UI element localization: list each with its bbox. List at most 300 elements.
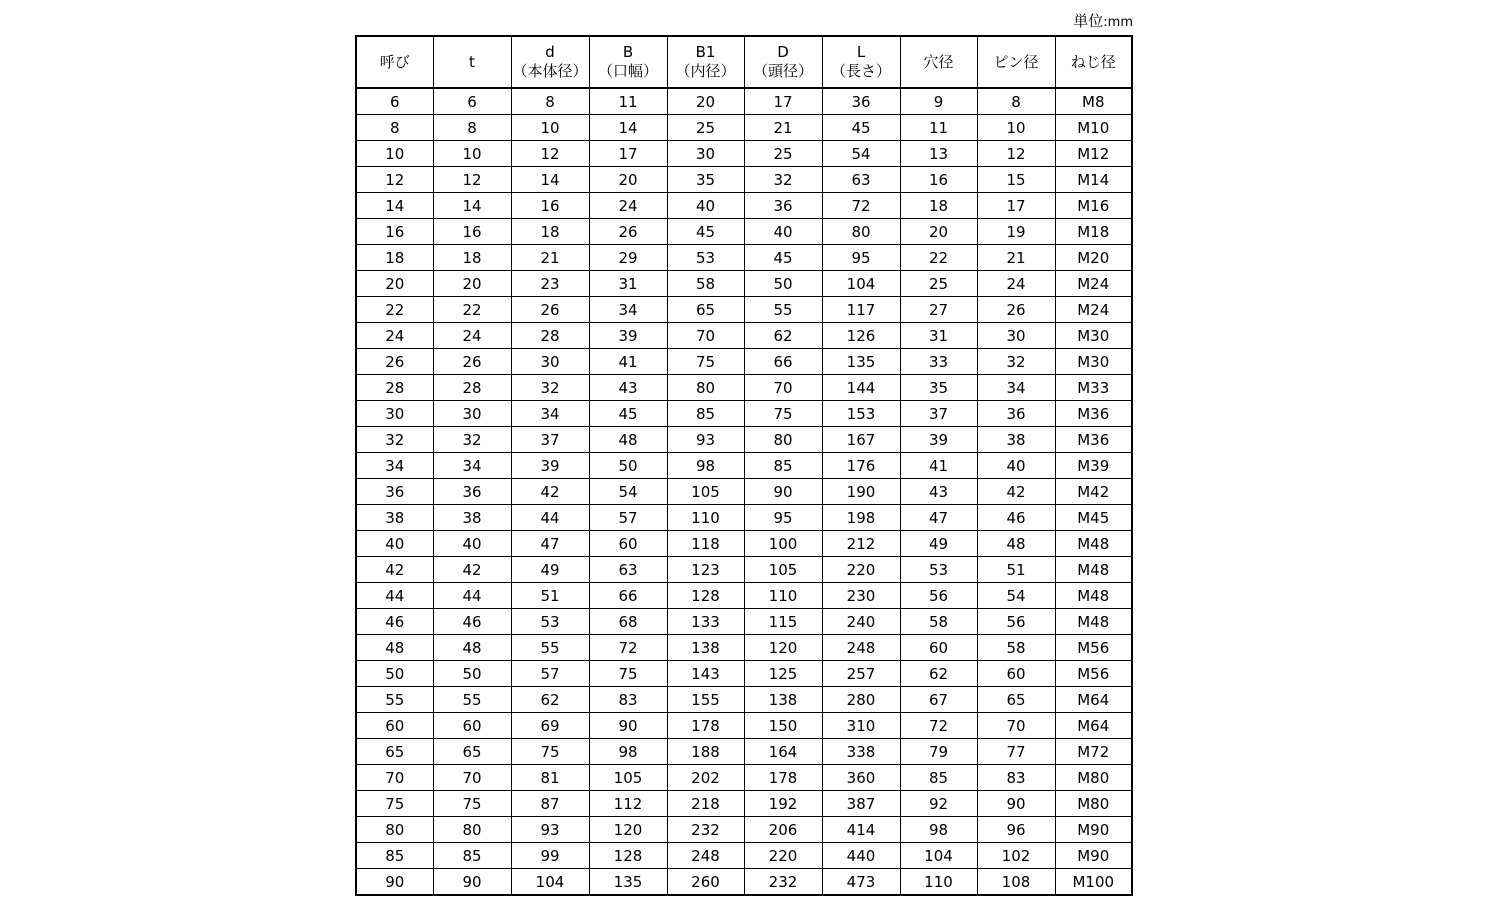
cell-nominal: 22 xyxy=(356,297,433,323)
cell-nominal: 48 xyxy=(356,635,433,661)
cell-nominal: 55 xyxy=(356,687,433,713)
cell-pin-diameter: 65 xyxy=(977,687,1055,713)
table-row xyxy=(356,323,1132,349)
cell-pin-diameter: 70 xyxy=(977,713,1055,739)
cell-b1: 58 xyxy=(667,271,744,297)
cell-nominal: 50 xyxy=(356,661,433,687)
cell-d-head: 17 xyxy=(744,88,822,115)
cell-hole-diameter: 37 xyxy=(900,401,977,427)
cell-pin-diameter: 60 xyxy=(977,661,1055,687)
cell-d: 8 xyxy=(511,88,589,115)
cell-hole-diameter: 104 xyxy=(900,843,977,869)
cell-nominal: 85 xyxy=(356,843,433,869)
cell-nominal: 46 xyxy=(356,609,433,635)
cell-b: 48 xyxy=(589,427,667,453)
cell-d: 32 xyxy=(511,375,589,401)
cell-pin-diameter: 38 xyxy=(977,427,1055,453)
cell-b1: 35 xyxy=(667,167,744,193)
cell-hole-diameter: 18 xyxy=(900,193,977,219)
cell-b: 128 xyxy=(589,843,667,869)
cell-b: 57 xyxy=(589,505,667,531)
cell-hole-diameter: 49 xyxy=(900,531,977,557)
cell-b1: 53 xyxy=(667,245,744,271)
cell-b: 11 xyxy=(589,88,667,115)
cell-d: 57 xyxy=(511,661,589,687)
cell-d: 44 xyxy=(511,505,589,531)
table-row xyxy=(356,88,1132,115)
cell-d: 12 xyxy=(511,141,589,167)
cell-b: 24 xyxy=(589,193,667,219)
cell-b1: 248 xyxy=(667,843,744,869)
cell-d: 81 xyxy=(511,765,589,791)
cell-pin-diameter: 17 xyxy=(977,193,1055,219)
cell-nominal: 70 xyxy=(356,765,433,791)
cell-thread-diameter: M56 xyxy=(1055,661,1132,687)
cell-hole-diameter: 98 xyxy=(900,817,977,843)
cell-d-head: 32 xyxy=(744,167,822,193)
cell-t: 65 xyxy=(433,739,511,765)
cell-l: 212 xyxy=(822,531,900,557)
cell-d: 51 xyxy=(511,583,589,609)
cell-b: 43 xyxy=(589,375,667,401)
header-pin-diameter: ピン径 xyxy=(977,36,1055,88)
cell-d-head: 95 xyxy=(744,505,822,531)
cell-l: 440 xyxy=(822,843,900,869)
cell-b: 68 xyxy=(589,609,667,635)
cell-hole-diameter: 53 xyxy=(900,557,977,583)
cell-thread-diameter: M72 xyxy=(1055,739,1132,765)
cell-l: 220 xyxy=(822,557,900,583)
unit-value: :mm xyxy=(1103,15,1133,30)
cell-t: 28 xyxy=(433,375,511,401)
cell-nominal: 6 xyxy=(356,88,433,115)
cell-l: 153 xyxy=(822,401,900,427)
cell-t: 40 xyxy=(433,531,511,557)
cell-b1: 93 xyxy=(667,427,744,453)
cell-b: 50 xyxy=(589,453,667,479)
cell-b: 29 xyxy=(589,245,667,271)
cell-b1: 218 xyxy=(667,791,744,817)
table-row xyxy=(356,453,1132,479)
cell-pin-diameter: 8 xyxy=(977,88,1055,115)
table-row xyxy=(356,505,1132,531)
cell-d-head: 80 xyxy=(744,427,822,453)
cell-t: 30 xyxy=(433,401,511,427)
cell-l: 36 xyxy=(822,88,900,115)
cell-d: 30 xyxy=(511,349,589,375)
cell-thread-diameter: M64 xyxy=(1055,713,1132,739)
cell-hole-diameter: 92 xyxy=(900,791,977,817)
cell-b1: 178 xyxy=(667,713,744,739)
cell-d-head: 36 xyxy=(744,193,822,219)
cell-pin-diameter: 24 xyxy=(977,271,1055,297)
cell-pin-diameter: 48 xyxy=(977,531,1055,557)
cell-pin-diameter: 26 xyxy=(977,297,1055,323)
cell-hole-diameter: 47 xyxy=(900,505,977,531)
cell-b: 54 xyxy=(589,479,667,505)
cell-thread-diameter: M36 xyxy=(1055,401,1132,427)
cell-b: 45 xyxy=(589,401,667,427)
cell-l: 240 xyxy=(822,609,900,635)
cell-pin-diameter: 36 xyxy=(977,401,1055,427)
cell-hole-diameter: 60 xyxy=(900,635,977,661)
cell-pin-diameter: 54 xyxy=(977,583,1055,609)
cell-d: 75 xyxy=(511,739,589,765)
table-row xyxy=(356,791,1132,817)
cell-d: 14 xyxy=(511,167,589,193)
cell-nominal: 18 xyxy=(356,245,433,271)
cell-thread-diameter: M18 xyxy=(1055,219,1132,245)
cell-b1: 70 xyxy=(667,323,744,349)
cell-t: 34 xyxy=(433,453,511,479)
cell-d: 28 xyxy=(511,323,589,349)
cell-b1: 25 xyxy=(667,115,744,141)
cell-pin-diameter: 15 xyxy=(977,167,1055,193)
header-b: B （口幅） xyxy=(589,36,667,88)
cell-d-head: 25 xyxy=(744,141,822,167)
cell-pin-diameter: 51 xyxy=(977,557,1055,583)
cell-thread-diameter: M20 xyxy=(1055,245,1132,271)
cell-hole-diameter: 35 xyxy=(900,375,977,401)
cell-d-head: 220 xyxy=(744,843,822,869)
cell-d-head: 192 xyxy=(744,791,822,817)
cell-pin-diameter: 58 xyxy=(977,635,1055,661)
cell-hole-diameter: 9 xyxy=(900,88,977,115)
cell-l: 104 xyxy=(822,271,900,297)
cell-hole-diameter: 62 xyxy=(900,661,977,687)
cell-d-head: 110 xyxy=(744,583,822,609)
cell-b1: 155 xyxy=(667,687,744,713)
table-row xyxy=(356,843,1132,869)
cell-b1: 65 xyxy=(667,297,744,323)
cell-hole-diameter: 67 xyxy=(900,687,977,713)
cell-nominal: 34 xyxy=(356,453,433,479)
unit-label-text: 単位 xyxy=(1073,12,1104,30)
cell-d-head: 70 xyxy=(744,375,822,401)
header-d-head: D （頭径） xyxy=(744,36,822,88)
table-row xyxy=(356,609,1132,635)
cell-nominal: 65 xyxy=(356,739,433,765)
cell-nominal: 16 xyxy=(356,219,433,245)
cell-d-head: 125 xyxy=(744,661,822,687)
cell-d-head: 85 xyxy=(744,453,822,479)
table-row xyxy=(356,817,1132,843)
cell-d: 53 xyxy=(511,609,589,635)
cell-d: 42 xyxy=(511,479,589,505)
cell-b1: 98 xyxy=(667,453,744,479)
cell-d-head: 115 xyxy=(744,609,822,635)
cell-l: 257 xyxy=(822,661,900,687)
header-b1: B1 （内径） xyxy=(667,36,744,88)
cell-hole-diameter: 33 xyxy=(900,349,977,375)
cell-t: 85 xyxy=(433,843,511,869)
cell-t: 48 xyxy=(433,635,511,661)
cell-thread-diameter: M24 xyxy=(1055,297,1132,323)
cell-l: 80 xyxy=(822,219,900,245)
table-row xyxy=(356,193,1132,219)
cell-nominal: 12 xyxy=(356,167,433,193)
cell-thread-diameter: M48 xyxy=(1055,583,1132,609)
cell-d-head: 232 xyxy=(744,869,822,896)
table-row xyxy=(356,375,1132,401)
cell-d-head: 21 xyxy=(744,115,822,141)
cell-d-head: 150 xyxy=(744,713,822,739)
cell-l: 54 xyxy=(822,141,900,167)
cell-thread-diameter: M80 xyxy=(1055,791,1132,817)
cell-hole-diameter: 16 xyxy=(900,167,977,193)
cell-thread-diameter: M30 xyxy=(1055,349,1132,375)
cell-b: 75 xyxy=(589,661,667,687)
cell-hole-diameter: 22 xyxy=(900,245,977,271)
cell-b1: 143 xyxy=(667,661,744,687)
cell-b: 60 xyxy=(589,531,667,557)
cell-l: 95 xyxy=(822,245,900,271)
table-row xyxy=(356,635,1132,661)
cell-b: 112 xyxy=(589,791,667,817)
cell-nominal: 36 xyxy=(356,479,433,505)
cell-nominal: 14 xyxy=(356,193,433,219)
cell-d: 55 xyxy=(511,635,589,661)
cell-nominal: 24 xyxy=(356,323,433,349)
cell-b: 34 xyxy=(589,297,667,323)
table-row xyxy=(356,271,1132,297)
cell-nominal: 10 xyxy=(356,141,433,167)
header-thread-diameter: ねじ径 xyxy=(1055,36,1132,88)
cell-d: 16 xyxy=(511,193,589,219)
cell-t: 50 xyxy=(433,661,511,687)
cell-t: 12 xyxy=(433,167,511,193)
cell-t: 22 xyxy=(433,297,511,323)
cell-b1: 80 xyxy=(667,375,744,401)
cell-d-head: 50 xyxy=(744,271,822,297)
cell-pin-diameter: 90 xyxy=(977,791,1055,817)
cell-b1: 260 xyxy=(667,869,744,896)
cell-hole-diameter: 41 xyxy=(900,453,977,479)
cell-nominal: 90 xyxy=(356,869,433,896)
unit-label xyxy=(1073,11,1133,33)
cell-hole-diameter: 58 xyxy=(900,609,977,635)
cell-thread-diameter: M10 xyxy=(1055,115,1132,141)
cell-t: 46 xyxy=(433,609,511,635)
cell-b: 20 xyxy=(589,167,667,193)
table-row xyxy=(356,583,1132,609)
cell-nominal: 44 xyxy=(356,583,433,609)
cell-pin-diameter: 32 xyxy=(977,349,1055,375)
cell-pin-diameter: 34 xyxy=(977,375,1055,401)
table-row xyxy=(356,687,1132,713)
header-d: d （本体径） xyxy=(511,36,589,88)
cell-thread-diameter: M90 xyxy=(1055,843,1132,869)
table-row xyxy=(356,557,1132,583)
table-row xyxy=(356,531,1132,557)
cell-pin-diameter: 46 xyxy=(977,505,1055,531)
cell-t: 60 xyxy=(433,713,511,739)
cell-t: 90 xyxy=(433,869,511,896)
table-row xyxy=(356,427,1132,453)
cell-b: 90 xyxy=(589,713,667,739)
cell-d: 18 xyxy=(511,219,589,245)
cell-nominal: 28 xyxy=(356,375,433,401)
cell-l: 72 xyxy=(822,193,900,219)
header-l: L （長さ） xyxy=(822,36,900,88)
cell-t: 18 xyxy=(433,245,511,271)
cell-b1: 30 xyxy=(667,141,744,167)
cell-b: 39 xyxy=(589,323,667,349)
cell-hole-diameter: 25 xyxy=(900,271,977,297)
table-row xyxy=(356,661,1132,687)
cell-b1: 232 xyxy=(667,817,744,843)
cell-l: 167 xyxy=(822,427,900,453)
cell-hole-diameter: 56 xyxy=(900,583,977,609)
cell-pin-diameter: 42 xyxy=(977,479,1055,505)
table-row xyxy=(356,115,1132,141)
table-row xyxy=(356,297,1132,323)
cell-pin-diameter: 30 xyxy=(977,323,1055,349)
header-row xyxy=(356,36,1132,88)
cell-d-head: 45 xyxy=(744,245,822,271)
cell-l: 198 xyxy=(822,505,900,531)
cell-t: 42 xyxy=(433,557,511,583)
table-row xyxy=(356,479,1132,505)
cell-d-head: 62 xyxy=(744,323,822,349)
cell-nominal: 32 xyxy=(356,427,433,453)
cell-d-head: 66 xyxy=(744,349,822,375)
cell-l: 473 xyxy=(822,869,900,896)
cell-pin-diameter: 56 xyxy=(977,609,1055,635)
cell-hole-diameter: 20 xyxy=(900,219,977,245)
cell-thread-diameter: M64 xyxy=(1055,687,1132,713)
cell-nominal: 80 xyxy=(356,817,433,843)
cell-nominal: 26 xyxy=(356,349,433,375)
cell-d: 87 xyxy=(511,791,589,817)
cell-pin-diameter: 21 xyxy=(977,245,1055,271)
cell-thread-diameter: M30 xyxy=(1055,323,1132,349)
cell-l: 126 xyxy=(822,323,900,349)
cell-t: 80 xyxy=(433,817,511,843)
cell-b1: 123 xyxy=(667,557,744,583)
cell-d: 10 xyxy=(511,115,589,141)
cell-pin-diameter: 108 xyxy=(977,869,1055,896)
cell-d-head: 100 xyxy=(744,531,822,557)
cell-b: 120 xyxy=(589,817,667,843)
cell-l: 360 xyxy=(822,765,900,791)
table-row xyxy=(356,141,1132,167)
cell-b: 72 xyxy=(589,635,667,661)
cell-hole-diameter: 39 xyxy=(900,427,977,453)
cell-thread-diameter: M36 xyxy=(1055,427,1132,453)
cell-b: 98 xyxy=(589,739,667,765)
cell-thread-diameter: M39 xyxy=(1055,453,1132,479)
cell-b1: 40 xyxy=(667,193,744,219)
cell-d-head: 138 xyxy=(744,687,822,713)
cell-pin-diameter: 40 xyxy=(977,453,1055,479)
cell-l: 338 xyxy=(822,739,900,765)
cell-d-head: 120 xyxy=(744,635,822,661)
cell-b1: 20 xyxy=(667,88,744,115)
header-hole-diameter: 穴径 xyxy=(900,36,977,88)
cell-b: 105 xyxy=(589,765,667,791)
cell-t: 6 xyxy=(433,88,511,115)
cell-t: 8 xyxy=(433,115,511,141)
cell-d: 21 xyxy=(511,245,589,271)
cell-d: 104 xyxy=(511,869,589,896)
cell-thread-diameter: M100 xyxy=(1055,869,1132,896)
cell-t: 55 xyxy=(433,687,511,713)
cell-d-head: 178 xyxy=(744,765,822,791)
cell-pin-diameter: 96 xyxy=(977,817,1055,843)
cell-b1: 202 xyxy=(667,765,744,791)
cell-hole-diameter: 79 xyxy=(900,739,977,765)
cell-thread-diameter: M45 xyxy=(1055,505,1132,531)
cell-thread-diameter: M14 xyxy=(1055,167,1132,193)
header-nominal: 呼び xyxy=(356,36,433,88)
cell-b1: 85 xyxy=(667,401,744,427)
cell-pin-diameter: 10 xyxy=(977,115,1055,141)
cell-hole-diameter: 72 xyxy=(900,713,977,739)
cell-b: 83 xyxy=(589,687,667,713)
cell-b1: 118 xyxy=(667,531,744,557)
cell-pin-diameter: 77 xyxy=(977,739,1055,765)
cell-hole-diameter: 43 xyxy=(900,479,977,505)
cell-d: 69 xyxy=(511,713,589,739)
cell-b1: 138 xyxy=(667,635,744,661)
cell-thread-diameter: M48 xyxy=(1055,531,1132,557)
cell-hole-diameter: 31 xyxy=(900,323,977,349)
cell-thread-diameter: M80 xyxy=(1055,765,1132,791)
cell-b: 63 xyxy=(589,557,667,583)
cell-nominal: 40 xyxy=(356,531,433,557)
cell-l: 280 xyxy=(822,687,900,713)
cell-t: 10 xyxy=(433,141,511,167)
cell-thread-diameter: M16 xyxy=(1055,193,1132,219)
cell-t: 38 xyxy=(433,505,511,531)
cell-nominal: 60 xyxy=(356,713,433,739)
cell-t: 36 xyxy=(433,479,511,505)
cell-thread-diameter: M24 xyxy=(1055,271,1132,297)
cell-l: 135 xyxy=(822,349,900,375)
table-row xyxy=(356,167,1132,193)
cell-t: 44 xyxy=(433,583,511,609)
cell-d: 49 xyxy=(511,557,589,583)
cell-b: 14 xyxy=(589,115,667,141)
table-row xyxy=(356,219,1132,245)
cell-b: 41 xyxy=(589,349,667,375)
cell-d: 99 xyxy=(511,843,589,869)
cell-thread-diameter: M48 xyxy=(1055,609,1132,635)
cell-b1: 110 xyxy=(667,505,744,531)
table-row xyxy=(356,739,1132,765)
dimension-table xyxy=(355,35,1133,896)
cell-d: 47 xyxy=(511,531,589,557)
cell-d: 93 xyxy=(511,817,589,843)
cell-t: 75 xyxy=(433,791,511,817)
table-row xyxy=(356,401,1132,427)
cell-l: 190 xyxy=(822,479,900,505)
cell-pin-diameter: 12 xyxy=(977,141,1055,167)
cell-l: 230 xyxy=(822,583,900,609)
table-row xyxy=(356,245,1132,271)
cell-hole-diameter: 13 xyxy=(900,141,977,167)
cell-l: 310 xyxy=(822,713,900,739)
cell-thread-diameter: M56 xyxy=(1055,635,1132,661)
cell-pin-diameter: 102 xyxy=(977,843,1055,869)
cell-l: 387 xyxy=(822,791,900,817)
cell-l: 45 xyxy=(822,115,900,141)
cell-thread-diameter: M42 xyxy=(1055,479,1132,505)
cell-b1: 45 xyxy=(667,219,744,245)
cell-d: 34 xyxy=(511,401,589,427)
cell-d-head: 105 xyxy=(744,557,822,583)
